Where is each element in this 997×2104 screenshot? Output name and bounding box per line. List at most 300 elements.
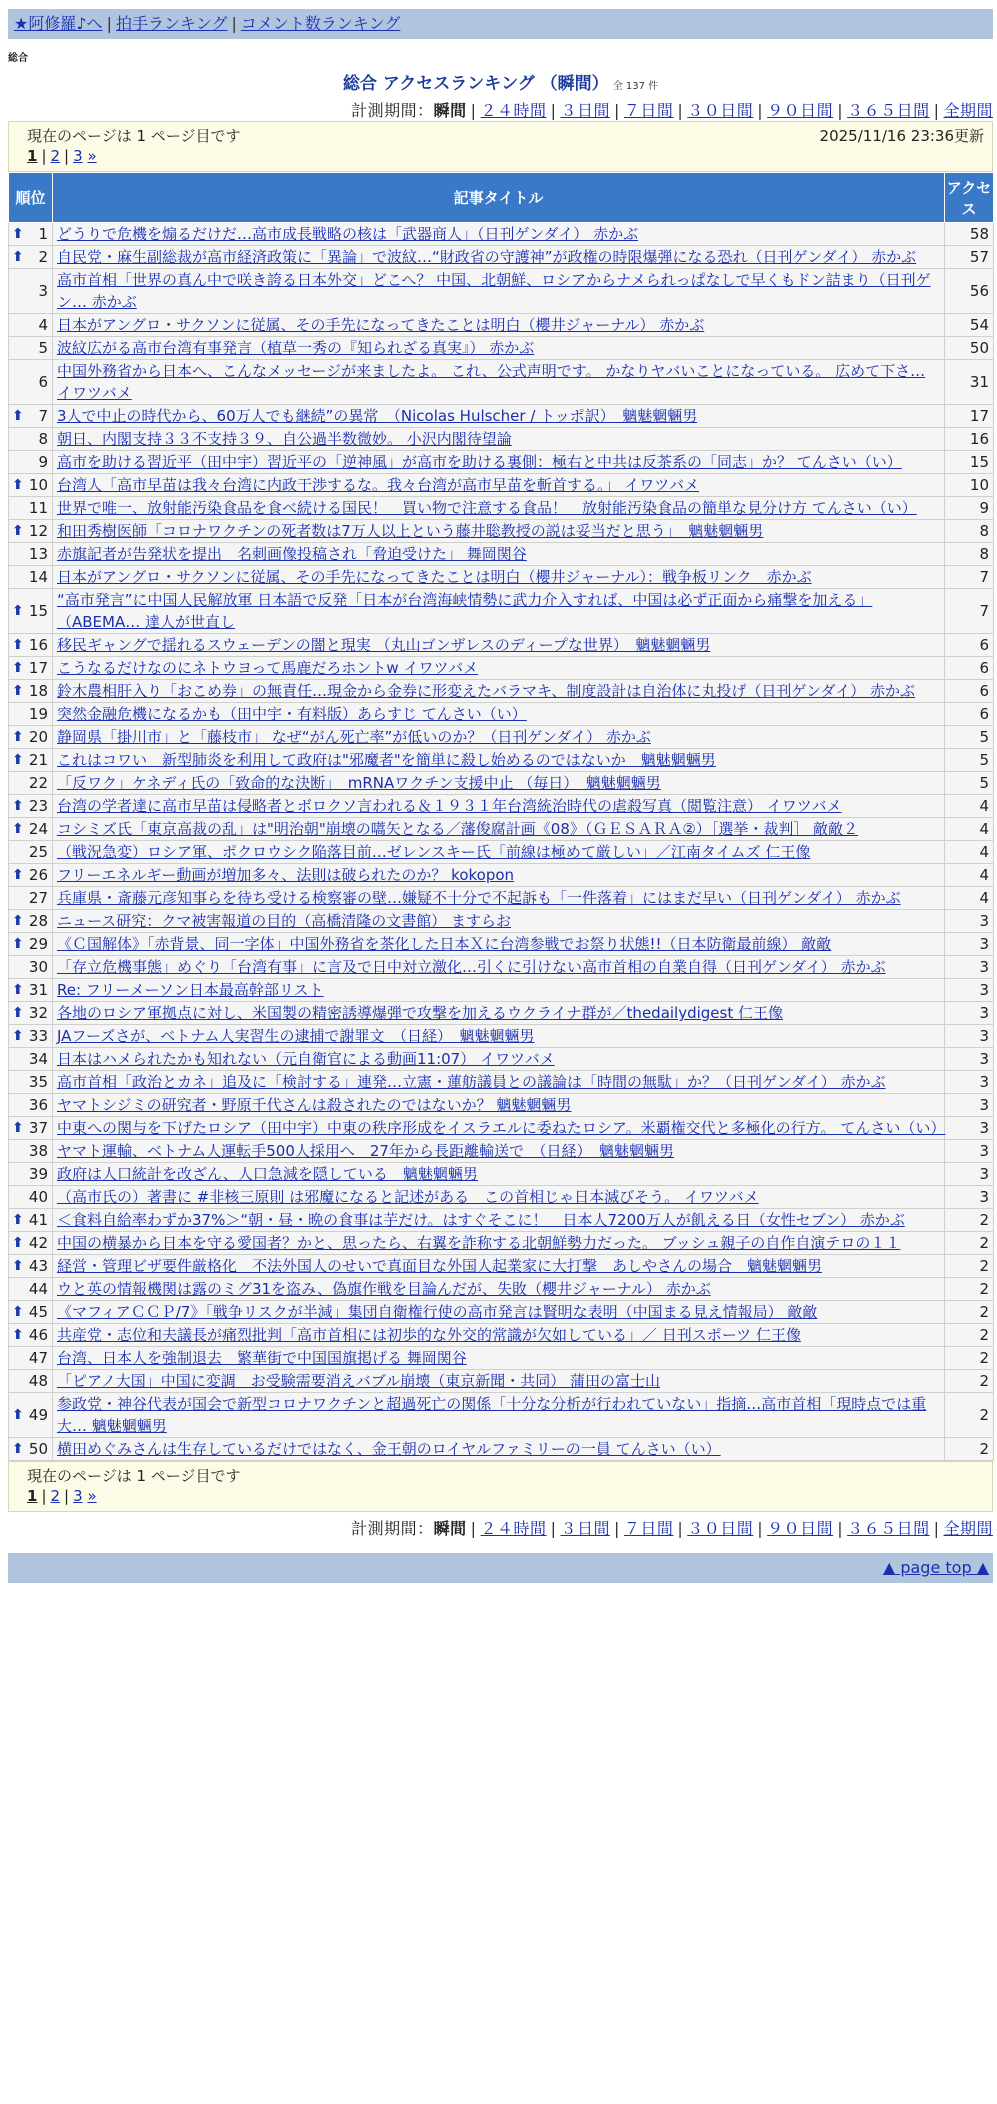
period-separator: | — [757, 101, 764, 120]
table-row — [9, 657, 994, 680]
access-count: 2 — [945, 1438, 994, 1461]
article-link[interactable]: 日本がアングロ・サクソンに従属、その手先になってきたことは明白（櫻井ジャーナル）：戦争板リンク 赤かぶ — [57, 568, 812, 586]
rank-cell — [9, 246, 53, 269]
article-link[interactable]: 静岡県「掛川市」と「藤枝市」 なぜ“がん死亡率”が低いのか？（日刊ゲンダイ） 赤かぶ — [57, 728, 651, 746]
rank-up-arrow-icon: ⬆ — [12, 523, 24, 539]
access-count: 3 — [945, 910, 994, 933]
rank-number: 26 — [28, 866, 48, 884]
page-top-link[interactable]: ▲ page top ▲ — [882, 1558, 989, 1577]
rank-number: 41 — [28, 1211, 48, 1229]
access-count: 5 — [945, 772, 994, 795]
title-cell — [53, 520, 945, 543]
rank-number: 1 — [38, 225, 48, 243]
period-separator: | — [757, 1519, 764, 1538]
title-cell — [53, 703, 945, 726]
rank-number: 46 — [28, 1326, 48, 1344]
period-separator: | — [550, 1519, 557, 1538]
rank-up-arrow-icon: ⬆ — [12, 1212, 24, 1228]
article-link[interactable]: ＜食料自給率わずか37%＞“朝・昼・晩の食事は芋だけ。はすぐそこに！ 日本人7200万人が飢える日（女性セブン） 赤かぶ — [57, 1211, 905, 1229]
rank-cell — [9, 428, 53, 451]
rank-cell — [9, 405, 53, 428]
access-count: 9 — [945, 497, 994, 520]
rank-up-arrow-icon: ⬆ — [12, 226, 24, 242]
title-cell — [53, 818, 945, 841]
period-link[interactable]: ３６５日間 — [847, 101, 930, 120]
rank-cell — [9, 680, 53, 703]
table-row — [9, 1347, 994, 1370]
article-link[interactable]: 台湾の学者達に高市早苗は侵略者とボロクソ言われる＆１９３１年台湾統治時代の虐殺写真（閲覧注意） イワツバメ — [57, 797, 842, 815]
nav-separator: | — [106, 14, 112, 33]
rank-cell — [9, 1324, 53, 1347]
rank-up-arrow-icon: ⬆ — [12, 1120, 24, 1136]
pager-page-link[interactable]: 2 — [50, 147, 61, 165]
table-row — [9, 269, 994, 314]
title-cell — [53, 314, 945, 337]
title-cell — [53, 1048, 945, 1071]
table-row — [9, 1232, 994, 1255]
table-row — [9, 1117, 994, 1140]
access-count: 6 — [945, 680, 994, 703]
rank-number: 30 — [28, 958, 48, 976]
title-cell — [53, 1347, 945, 1370]
article-link[interactable]: 中東への関与を下げたロシア（田中宇）中東の秩序形成をイスラエルに委ねたロシア。米覇権交代と多極化の行方。 てんさい（い） — [57, 1119, 946, 1137]
rank-cell — [9, 1278, 53, 1301]
rank-up-arrow-icon: ⬆ — [12, 603, 24, 619]
rank-cell — [9, 657, 53, 680]
rank-number: 19 — [28, 705, 48, 723]
rank-number: 40 — [28, 1188, 48, 1206]
rank-number: 48 — [28, 1372, 48, 1390]
table-row — [9, 795, 994, 818]
period-link[interactable]: ３０日間 — [687, 101, 754, 120]
period-separator: | — [613, 101, 620, 120]
access-count: 7 — [945, 566, 994, 589]
article-link[interactable]: （高市氏の）著書に #非核三原則 は邪魔になると記述がある この首相じゃ日本滅びそう。 イワツバメ — [57, 1188, 759, 1206]
rank-up-arrow-icon: ⬆ — [12, 637, 24, 653]
article-link[interactable]: 経営・管理ビザ要件厳格化 不法外国人のせいで真面目な外国人起業家に大打撃 あしやさんの場合 魑魅魍魎男 — [57, 1257, 823, 1275]
article-link[interactable]: 日本がアングロ・サクソンに従属、その手先になってきたことは明白（櫻井ジャーナル） 赤かぶ — [57, 316, 705, 334]
title-cell — [53, 1094, 945, 1117]
access-count: 57 — [945, 246, 994, 269]
article-link[interactable]: 各地のロシア軍拠点に対し、米国製の精密誘導爆弾で攻撃を加えるウクライナ群が／thedailydigest 仁王像 — [57, 1004, 783, 1022]
table-row — [9, 1025, 994, 1048]
article-link[interactable]: ニュース研究：クマ被害報道の目的（高橋清隆の文書館） ますらお — [57, 912, 512, 930]
period-link[interactable]: ３日間 — [560, 1519, 610, 1538]
table-row — [9, 520, 994, 543]
rank-number: 3 — [38, 282, 48, 300]
updated-timestamp: 2025/11/16 23:36更新 — [819, 127, 984, 145]
current-page-text: 現在のページは 1 ページ目です — [27, 127, 241, 145]
title-cell — [53, 1324, 945, 1347]
table-row — [9, 1094, 994, 1117]
article-link[interactable]: 台湾人「高市早苗は我々台湾に内政干渉するな。我々台湾が高市早苗を斬首する。」 イワツバメ — [57, 476, 699, 494]
rank-cell — [9, 223, 53, 246]
rank-cell — [9, 703, 53, 726]
table-row — [9, 634, 994, 657]
article-link[interactable]: 中国の横暴から日本を守る愛国者？かと、思ったら、右翼を詐称する北朝鮮勢力だった。 ブッシュ親子の自作自演テロの１１ — [57, 1234, 901, 1252]
table-row — [9, 956, 994, 979]
article-link[interactable]: 高市を助ける習近平（田中宇）習近平の「逆神風」が高市を助ける裏側：極右と中共は反茶系の「同志」か？ てんさい（い） — [57, 453, 902, 471]
rank-cell — [9, 749, 53, 772]
rank-cell — [9, 1438, 53, 1461]
access-count: 3 — [945, 956, 994, 979]
article-link[interactable]: Re: フリーメーソン日本最高幹部リスト — [57, 981, 324, 999]
title-cell — [53, 956, 945, 979]
bottom-bar — [8, 1553, 993, 1583]
rank-number: 22 — [28, 774, 48, 792]
period-link[interactable]: ２４時間 — [480, 101, 547, 120]
rank-number: 28 — [28, 912, 48, 930]
rank-up-arrow-icon: ⬆ — [12, 1441, 24, 1457]
rank-cell — [9, 337, 53, 360]
title-cell — [53, 474, 945, 497]
rank-number: 27 — [28, 889, 48, 907]
access-count: 2 — [945, 1301, 994, 1324]
access-count: 3 — [945, 1025, 994, 1048]
title-cell — [53, 566, 945, 589]
table-row — [9, 246, 994, 269]
pager-page-link[interactable]: 3 — [73, 147, 83, 165]
rank-up-arrow-icon: ⬆ — [12, 660, 24, 676]
rank-cell — [9, 566, 53, 589]
title-cell — [53, 979, 945, 1002]
rank-cell — [9, 269, 53, 314]
access-count: 5 — [945, 749, 994, 772]
rank-cell — [9, 314, 53, 337]
table-row — [9, 1301, 994, 1324]
access-header: アクセス — [945, 173, 994, 223]
article-link[interactable]: 移民ギャングで揺れるスウェーデンの闇と現実 （丸山ゴンザレスのディープな世界） 魑魅魍魎男 — [57, 636, 711, 654]
rank-cell — [9, 818, 53, 841]
access-count: 4 — [945, 841, 994, 864]
table-row — [9, 1370, 994, 1393]
table-row — [9, 1438, 994, 1461]
article-link[interactable]: 3人で中止の時代から、60万人でも継続”の異常 （Nicolas Hulscher / トッポ訳） 魑魅魍魎男 — [57, 407, 698, 425]
rank-cell — [9, 543, 53, 566]
pager-page-link[interactable]: 3 — [73, 1487, 83, 1505]
rank-number: 13 — [28, 545, 48, 563]
rank-up-arrow-icon: ⬆ — [12, 1005, 24, 1021]
access-count: 5 — [945, 726, 994, 749]
access-count: 3 — [945, 933, 994, 956]
period-link[interactable]: ３６５日間 — [847, 1519, 930, 1538]
access-count: 4 — [945, 795, 994, 818]
title-cell — [53, 680, 945, 703]
title-cell — [53, 1025, 945, 1048]
table-row — [9, 405, 994, 428]
pager-current-page: 1 — [27, 1487, 38, 1505]
applause-ranking-link[interactable]: 拍手ランキング — [115, 14, 228, 33]
rank-cell — [9, 1071, 53, 1094]
pager-separator: | — [64, 1487, 70, 1505]
title-cell — [53, 1438, 945, 1461]
category-label: 総合 — [8, 53, 28, 64]
rank-cell — [9, 1186, 53, 1209]
title-cell — [53, 1209, 945, 1232]
pager-box — [8, 121, 993, 172]
table-row — [9, 337, 994, 360]
title-cell — [53, 497, 945, 520]
article-link[interactable]: 共産党・志位和夫議長が痛烈批判「高市首相には初歩的な外交的常識が欠如している」／ 日刊スポーツ 仁王像 — [57, 1326, 801, 1344]
period-link[interactable]: ２４時間 — [480, 1519, 547, 1538]
rank-number: 45 — [28, 1303, 48, 1321]
article-link[interactable]: “高市発言”に中国人民解放軍 日本語で反発「日本が台湾海峡情勢に武力介入すれば、中国は必ず正面から痛撃を加える」（ABEMA… 達人が世直し — [57, 591, 873, 631]
period-link[interactable]: 全期間 — [943, 101, 993, 120]
rank-number: 38 — [28, 1142, 48, 1160]
rank-number: 20 — [28, 728, 48, 746]
access-count: 7 — [945, 589, 994, 634]
access-count: 3 — [945, 1071, 994, 1094]
title-cell — [53, 910, 945, 933]
table-row — [9, 1324, 994, 1347]
pager-page-link[interactable]: 2 — [50, 1487, 61, 1505]
table-row — [9, 864, 994, 887]
rank-number: 5 — [38, 339, 48, 357]
rank-number: 8 — [38, 430, 48, 448]
table-row — [9, 1278, 994, 1301]
title-cell — [53, 246, 945, 269]
table-row — [9, 474, 994, 497]
access-count: 15 — [945, 451, 994, 474]
article-link[interactable]: 和田秀樹医師「コロナワクチンの死者数は7万人以上という藤井聡教授の説は妥当だと思う」 魑魅魍魎男 — [57, 522, 764, 540]
pager-separator: | — [41, 147, 47, 165]
rank-up-arrow-icon: ⬆ — [12, 249, 24, 265]
table-row — [9, 589, 994, 634]
article-link[interactable]: ヤマトシジミの研究者・野原千代さんは殺されたのではないか？ 魑魅魍魎男 — [57, 1096, 572, 1114]
table-row — [9, 314, 994, 337]
table-row — [9, 749, 994, 772]
rank-number: 23 — [28, 797, 48, 815]
title-cell — [53, 1301, 945, 1324]
rank-up-arrow-icon: ⬆ — [12, 1028, 24, 1044]
article-link[interactable]: 「反ワク」ケネディ氏の「致命的な決断」 mRNAワクチン支援中止 （毎日） 魑魅魍魎男 — [57, 774, 661, 792]
article-link[interactable]: 横田めぐみさんは生存しているだけではなく、金王朝のロイヤルファミリーの一員 てんさい（い） — [57, 1440, 721, 1458]
ranking-table — [8, 172, 994, 1461]
rank-up-arrow-icon: ⬆ — [12, 408, 24, 424]
title-cell — [53, 1232, 945, 1255]
table-row — [9, 818, 994, 841]
article-link[interactable]: 高市首相「世界の真ん中で咲き誇る日本外交」どこへ？ 中国、北朝鮮、ロシアからナメられっぱなしで早くもドン詰まり（日刊ゲン… 赤かぶ — [57, 271, 931, 311]
rank-number: 29 — [28, 935, 48, 953]
rank-number: 50 — [28, 1440, 48, 1458]
period-link[interactable]: ３０日間 — [687, 1519, 754, 1538]
title-cell — [53, 1140, 945, 1163]
access-count: 4 — [945, 864, 994, 887]
comment-ranking-link[interactable]: コメント数ランキング — [240, 14, 401, 33]
title-cell — [53, 360, 945, 405]
rank-cell — [9, 1301, 53, 1324]
article-link[interactable]: 台湾、日本人を強制退去 繁華街で中国国旗掲げる 舞岡関谷 — [57, 1349, 467, 1367]
rank-up-arrow-icon: ⬆ — [12, 1304, 24, 1320]
rank-cell — [9, 887, 53, 910]
table-row — [9, 772, 994, 795]
pager-next-link[interactable]: » — [87, 147, 97, 165]
title-cell — [53, 634, 945, 657]
rank-number: 24 — [28, 820, 48, 838]
period-selector-bottom — [8, 1516, 993, 1539]
title-cell — [53, 749, 945, 772]
title-header: 記事タイトル — [53, 173, 945, 223]
title-cell — [53, 1002, 945, 1025]
title-cell — [53, 1278, 945, 1301]
rank-up-arrow-icon: ⬆ — [12, 936, 24, 952]
rank-number: 9 — [38, 453, 48, 471]
article-link[interactable]: 日本はハメられたかも知れない（元自衛官による動画11:07） イワツバメ — [57, 1050, 555, 1068]
access-count: 10 — [945, 474, 994, 497]
article-link[interactable]: 波紋広がる高市台湾有事発言（植草一秀の『知られざる真実』） 赤かぶ — [57, 339, 535, 357]
pager-current-page: 1 — [27, 147, 38, 165]
access-count: 8 — [945, 520, 994, 543]
article-link[interactable]: 鈴木農相肝入り「おこめ券」の無責任…現金から金券に形変えたバラマキ、制度設計は自治体に丸投げ（日刊ゲンダイ） 赤かぶ — [57, 682, 915, 700]
rank-cell — [9, 451, 53, 474]
period-separator: | — [470, 101, 477, 120]
table-row — [9, 451, 994, 474]
article-link[interactable]: 朝日、内閣支持３３不支持３９、自公過半数微妙。 小沢内閣待望論 — [57, 430, 512, 448]
pager-next-link[interactable]: » — [87, 1487, 97, 1505]
page — [8, 9, 993, 1583]
rank-up-arrow-icon: ⬆ — [12, 729, 24, 745]
pager-separator: | — [41, 1487, 47, 1505]
period-separator: | — [933, 101, 940, 120]
access-count: 2 — [945, 1255, 994, 1278]
pager-links-row — [27, 147, 984, 169]
rank-cell — [9, 1048, 53, 1071]
article-link[interactable]: ヤマト運輸、ベトナム人運転手500人採用へ 27年から長距離輸送で （日経） 魑魅魍魎男 — [57, 1142, 674, 1160]
title-cell — [53, 1186, 945, 1209]
rank-number: 4 — [38, 316, 48, 334]
rank-up-arrow-icon: ⬆ — [12, 683, 24, 699]
access-count: 3 — [945, 979, 994, 1002]
title-cell — [53, 726, 945, 749]
period-link[interactable]: ９０日間 — [767, 101, 834, 120]
table-row — [9, 1048, 994, 1071]
page-title: 総合 アクセスランキング （瞬間） — [342, 74, 609, 94]
access-count: 3 — [945, 1186, 994, 1209]
period-link[interactable]: 全期間 — [943, 1519, 993, 1538]
article-link[interactable]: フリーエネルギー動画が増加多々、法則は破られたのか？ kokopon — [57, 866, 515, 884]
rank-number: 25 — [28, 843, 48, 861]
rank-number: 2 — [38, 248, 48, 266]
access-count: 4 — [945, 887, 994, 910]
rank-up-arrow-icon: ⬆ — [12, 913, 24, 929]
article-link[interactable]: 《Ｃ国解体》「赤背景、同一字体」中国外務省を茶化した日本Ｘに台湾参戦でお祭り状態!!（日本防衛最前線） 敵敵 — [57, 935, 832, 953]
rank-cell — [9, 1370, 53, 1393]
rank-cell — [9, 1094, 53, 1117]
article-link[interactable]: 世界で唯一、放射能汚染食品を食べ続ける国民！ 買い物で注意する食品！ 放射能汚染食品の簡単な見分け方 てんさい（い） — [57, 499, 917, 517]
rank-cell — [9, 589, 53, 634]
top-nav-bar — [8, 9, 993, 39]
rank-cell — [9, 864, 53, 887]
access-count: 8 — [945, 543, 994, 566]
access-count: 31 — [945, 360, 994, 405]
access-count: 54 — [945, 314, 994, 337]
rank-number: 47 — [28, 1349, 48, 1367]
article-link[interactable]: 自民党・麻生副総裁が高市経済政策に「異論」で波紋…“財政省の守護神”が政権の時限爆弾になる恐れ（日刊ゲンダイ） 赤かぶ — [57, 248, 917, 266]
table-row — [9, 1071, 994, 1094]
period-link[interactable]: ９０日間 — [767, 1519, 834, 1538]
nav-separator: | — [231, 14, 237, 33]
article-link[interactable]: 突然金融危機になるかも（田中宇・有料版）あらすじ てんさい（い） — [57, 705, 527, 723]
period-separator: | — [550, 101, 557, 120]
period-link[interactable]: ７日間 — [623, 101, 674, 120]
period-separator: | — [613, 1519, 620, 1538]
rank-up-arrow-icon: ⬆ — [12, 867, 24, 883]
rank-cell — [9, 1117, 53, 1140]
home-link[interactable]: ★阿修羅♪へ — [14, 14, 103, 33]
article-link[interactable]: （戦況急変）ロシア軍、ポクロウシク陥落目前…ゼレンスキー氏「前線は極めて厳しい」／江南タイムズ 仁王像 — [57, 843, 811, 861]
table-row — [9, 497, 994, 520]
title-cell — [53, 451, 945, 474]
article-link[interactable]: どうりで危機を煽るだけだ…高市成長戦略の核は「武器商人」（日刊ゲンダイ） 赤かぶ — [57, 225, 639, 243]
rank-number: 12 — [28, 522, 48, 540]
access-count: 16 — [945, 428, 994, 451]
rank-number: 18 — [28, 682, 48, 700]
table-row — [9, 1255, 994, 1278]
title-cell — [53, 657, 945, 680]
article-link[interactable]: これはコワい 新型肺炎を利用して政府は"邪魔者"を簡単に殺し始めるのではないか 魑魅魍魎男 — [57, 751, 716, 769]
article-link[interactable]: 「存立危機事態」めぐり「台湾有事」に言及で日中対立激化…引くに引けない高市首相の自業自得（日刊ゲンダイ） 赤かぶ — [57, 958, 886, 976]
article-link[interactable]: こうなるだけなのにネトウヨって馬鹿だろホントw イワツバメ — [57, 659, 479, 677]
article-link[interactable]: ウと英の情報機関は露のミグ31を盗み、偽旗作戦を目論んだが、失敗（櫻井ジャーナル） 赤かぶ — [57, 1280, 711, 1298]
rank-cell — [9, 497, 53, 520]
current-page-text: 現在のページは 1 ページ目です — [27, 1467, 241, 1485]
rank-cell — [9, 360, 53, 405]
period-separator: | — [837, 101, 844, 120]
pager-info-row — [27, 125, 984, 147]
table-row — [9, 1140, 994, 1163]
table-row — [9, 428, 994, 451]
article-link[interactable]: コシミズ氏「東京高裁の乱」は"明治朝"崩壊の嚆矢となる／藩俊腐計画《08》（ＧＥＳＡＲＡ②）［選挙・裁判］ 敵敵２ — [57, 820, 859, 838]
table-row — [9, 910, 994, 933]
access-count: 2 — [945, 1278, 994, 1301]
article-link[interactable]: 赤旗記者が告発状を提出 名刺画像投稿され「脅迫受けた」 舞岡関谷 — [57, 545, 527, 563]
rank-cell — [9, 772, 53, 795]
article-link[interactable]: 参政党・神谷代表が国会で新型コロナワクチンと超過死亡の関係「十分な分析が行われていない」指摘…高市首相「現時点では重大… 魑魅魍魎男 — [57, 1395, 927, 1435]
title-cell — [53, 589, 945, 634]
period-link[interactable]: ７日間 — [623, 1519, 674, 1538]
rank-number: 32 — [28, 1004, 48, 1022]
rank-number: 36 — [28, 1096, 48, 1114]
access-count: 6 — [945, 657, 994, 680]
total-count: 全 137 件 — [612, 81, 659, 92]
rank-up-arrow-icon: ⬆ — [12, 982, 24, 998]
rank-cell — [9, 520, 53, 543]
article-link[interactable]: 兵庫県・斎藤元彦知事らを待ち受ける検察審の壁…嫌疑不十分で不起訴も「一件落着」にはまだ早い（日刊ゲンダイ） 赤かぶ — [57, 889, 901, 907]
rank-number: 6 — [38, 373, 48, 391]
period-link[interactable]: ３日間 — [560, 101, 610, 120]
table-row — [9, 726, 994, 749]
rank-number: 39 — [28, 1165, 48, 1183]
article-link[interactable]: 政府は人口統計を改ざん、人口急減を隠している 魑魅魍魎男 — [57, 1165, 478, 1183]
rank-number: 15 — [28, 602, 48, 620]
article-link[interactable]: 《マフィアＣＣＰ/7》「戦争リスクが半減」集団自衛権行使の高市発言は賢明な表明（中国まる見え情報局） 敵敵 — [57, 1303, 818, 1321]
access-count: 56 — [945, 269, 994, 314]
title-cell — [53, 772, 945, 795]
access-count: 2 — [945, 1209, 994, 1232]
article-link[interactable]: JAフーズさが、ベトナム人実習生の逮捕で謝罪文 （日経） 魑魅魍魎男 — [57, 1027, 535, 1045]
article-link[interactable]: 「ピアノ大国」中国に変調 お受験需要消えバブル崩壊（東京新聞・共同） 蒲田の富士山 — [57, 1372, 660, 1390]
title-cell — [53, 1071, 945, 1094]
rank-number: 21 — [28, 751, 48, 769]
article-link[interactable]: 高市首相「政治とカネ」追及に「検討する」連発…立憲・蓮舫議員との議論は「時間の無駄」か？（日刊ゲンダイ） 赤かぶ — [57, 1073, 886, 1091]
rank-up-arrow-icon: ⬆ — [12, 1258, 24, 1274]
article-link[interactable]: 中国外務省から日本へ、こんなメッセージが来ましたよ。 これ、公式声明です。 かなりヤバいことになっている。 広めて下さ… イワツバメ — [57, 362, 926, 402]
access-count: 6 — [945, 703, 994, 726]
pager-separator: | — [64, 147, 70, 165]
access-count: 58 — [945, 223, 994, 246]
rank-cell — [9, 1232, 53, 1255]
rank-cell — [9, 1163, 53, 1186]
